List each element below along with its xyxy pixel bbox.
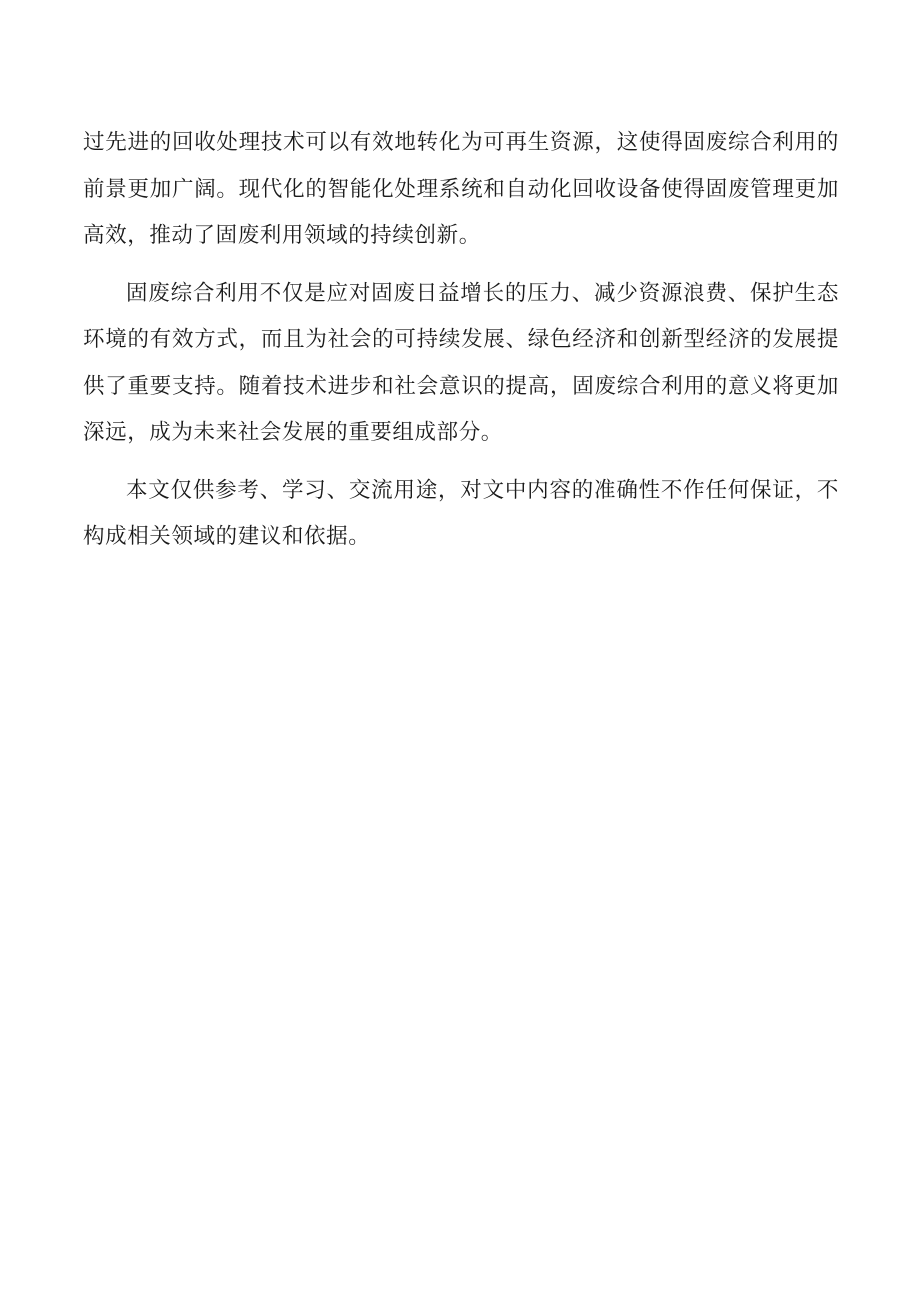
paragraph-continuation: 过先进的回收处理技术可以有效地转化为可再生资源，这使得固废综合利用的前景更加广阔。现代化的智能化处理系统和自动化回收设备使得固废管理更加高效，推动了固废利用领域的持续创新。 bbox=[83, 130, 839, 248]
document-body bbox=[83, 120, 839, 572]
paragraph-significance: 固废综合利用不仅是应对固废日益增长的压力、减少资源浪费、保护生态环境的有效方式，而且为社会的可持续发展、绿色经济和创新型经济的发展提供了重要支持。随着技术进步和社会意识的提高，固废综合利用的意义将更加深远，成为未来社会发展的重要组成部分。 bbox=[83, 280, 839, 445]
paragraph-disclaimer: 本文仅供参考、学习、交流用途，对文中内容的准确性不作任何保证，不构成相关领域的建议和依据。 bbox=[83, 477, 839, 549]
